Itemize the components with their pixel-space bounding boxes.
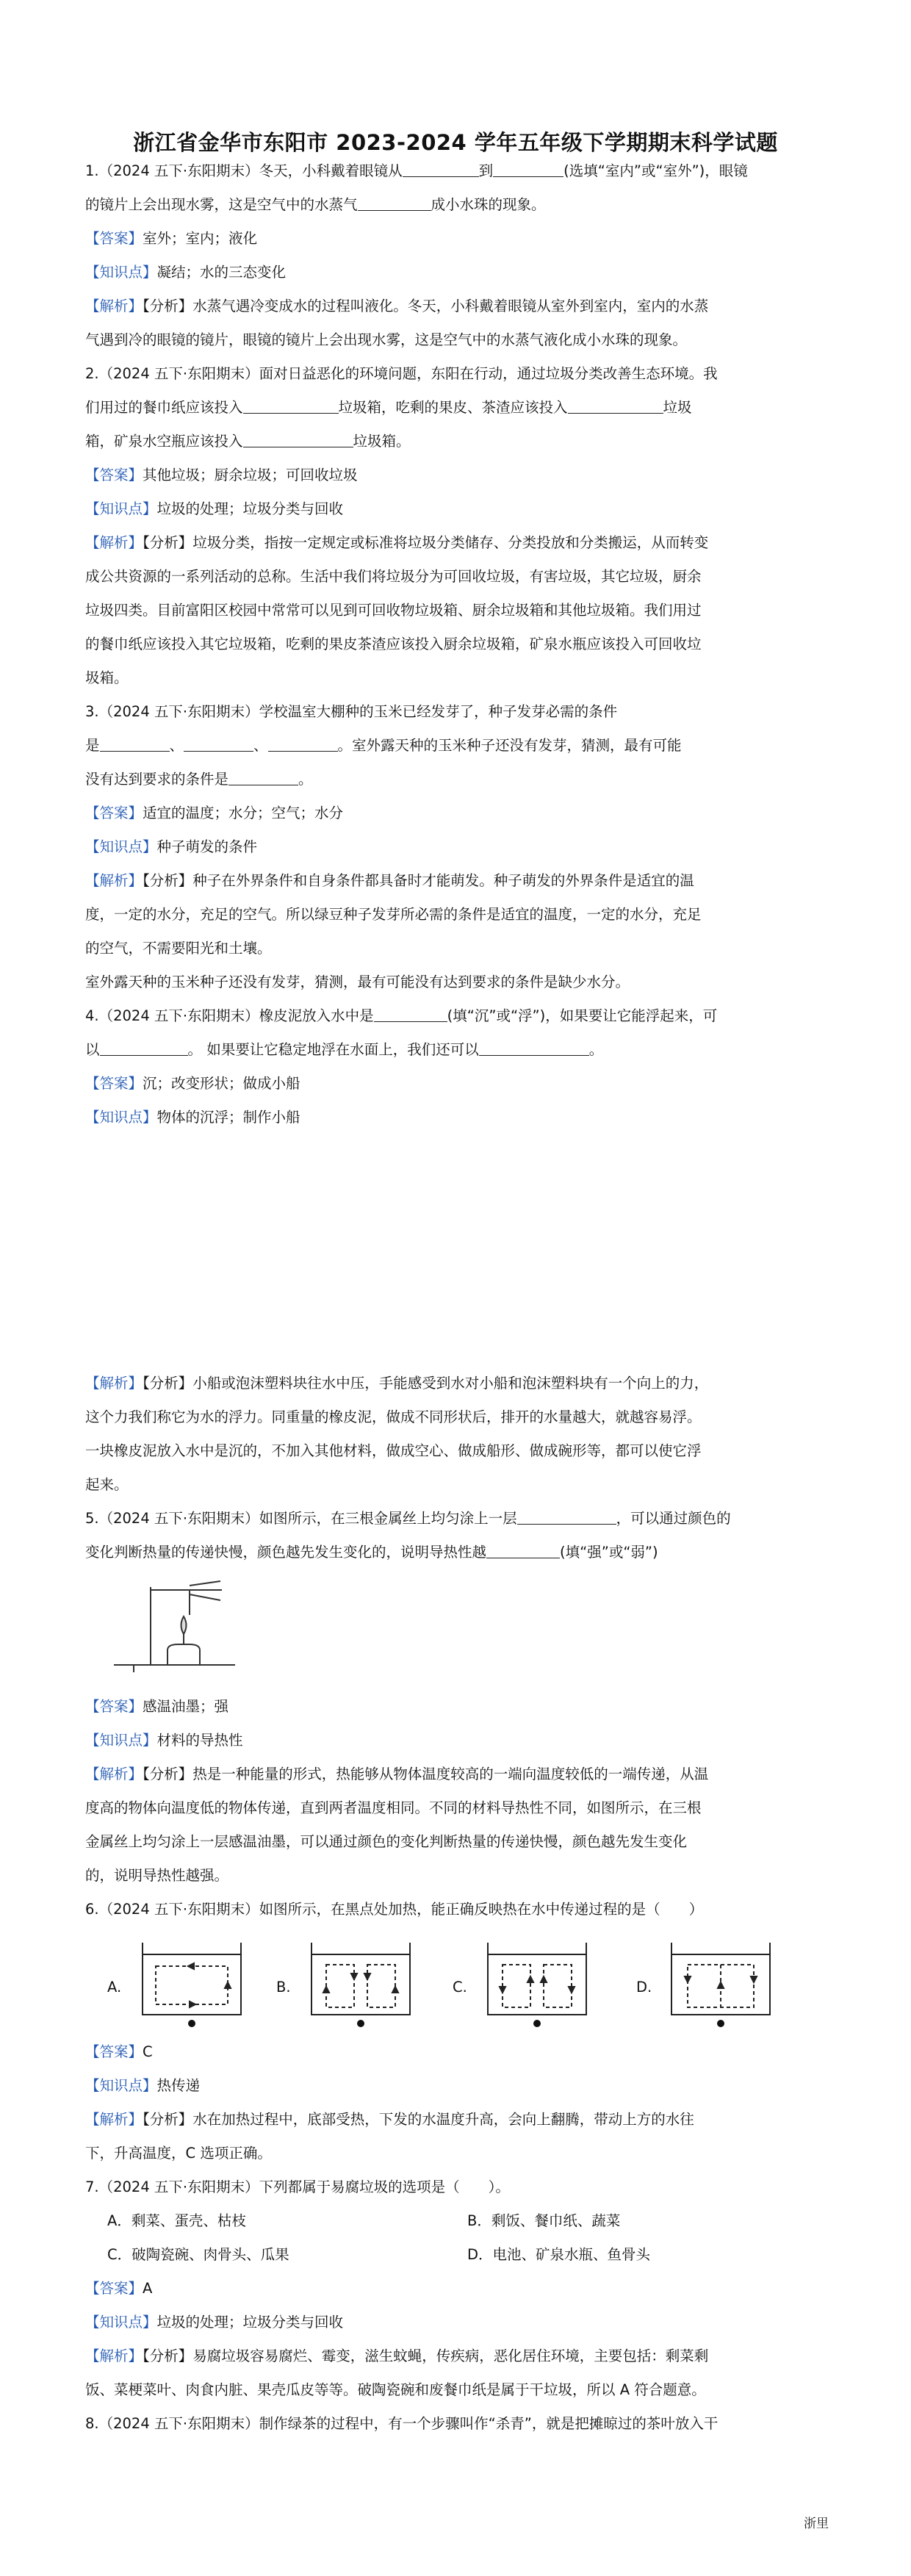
q6-analysis-2: 下，升高温度，C 选项正确。 bbox=[85, 2145, 272, 2162]
q4-line-2: 以 。 如果要让它稳定地浮在水面上，我们还可以 。 bbox=[85, 1041, 604, 1058]
q3-analysis-2: 度，一定的水分，充足的空气。所以绿豆种子发芽所必需的条件是适宜的温度，一定的水分，充足 bbox=[85, 906, 702, 923]
q3-line-2: 是 、 、 。室外露天种的玉米种子还没有发芽，猜测，最有可能 bbox=[85, 737, 682, 754]
flow-arrow bbox=[392, 1987, 398, 1993]
q3-knowledge: 【知识点】种子萌发的条件 bbox=[85, 838, 258, 855]
q4-knowledge: 【知识点】物体的沉浮；制作小船 bbox=[85, 1109, 300, 1126]
q3-analysis-4: 室外露天种的玉米种子还没有发芽，猜测，最有可能没有达到要求的条件是缺少水分。 bbox=[85, 974, 630, 990]
q6-answer: 【答案】C bbox=[85, 2043, 153, 2060]
blank bbox=[228, 770, 298, 785]
q2-line-3: 箱，矿泉水空瓶应该投入 垃圾箱。 bbox=[85, 433, 411, 450]
flow-arrow bbox=[751, 1976, 757, 1982]
flow-arrow bbox=[500, 1987, 505, 1993]
q7-option-d: D．电池、矿泉水瓶、鱼骨头 bbox=[467, 2246, 651, 2263]
q6-option-a-figure bbox=[137, 1938, 247, 2030]
q2-answer: 【答案】其他垃圾；厨余垃圾；可回收垃圾 bbox=[85, 467, 358, 483]
q2-line-2: 们用过的餐巾纸应该投入 垃圾箱，吃剩的果皮、茶渣应该投入 垃圾 bbox=[85, 399, 692, 416]
q7-line-1: 7.（2024 五下·东阳期末）下列都属于易腐垃圾的选项是（ ）。 bbox=[85, 2179, 510, 2195]
blank bbox=[100, 736, 170, 752]
q6-option-a-label: A. bbox=[107, 1979, 122, 1996]
blank bbox=[243, 398, 339, 414]
q4-analysis-1: 【解析】【分析】小船或泡沫塑料块往水中压，手能感受到水对小船和泡沫塑料块有一个向上的力， bbox=[85, 1375, 709, 1392]
flow-arrow bbox=[225, 1982, 231, 1988]
q2-analysis-5: 圾箱。 bbox=[85, 669, 129, 686]
q4-analysis-3: 一块橡皮泥放入水中是沉的，不加入其他材料，做成空心、做成船形、做成碗形等，都可以使它浮 bbox=[85, 1442, 702, 1459]
heat-point bbox=[357, 2020, 364, 2027]
q7-analysis-2: 饭、菜梗菜叶、肉食内脏、果壳瓜皮等等。破陶瓷碗和废餐巾纸是属于干垃圾，所以 A 符合题意。 bbox=[85, 2381, 706, 2398]
blank bbox=[517, 1509, 616, 1525]
q2-analysis-3: 垃圾四类。目前富阳区校园中常常可以见到可回收物垃圾箱、厨余垃圾箱和其他垃圾箱。我们用过 bbox=[85, 602, 702, 619]
q6-option-b-label: B. bbox=[276, 1979, 291, 1996]
q4-analysis-4: 起来。 bbox=[85, 1476, 129, 1493]
q5-analysis-4: 的，说明导热性越强。 bbox=[85, 1867, 229, 1884]
flow-arrow bbox=[569, 1987, 575, 1993]
q3-analysis-3: 的空气，不需要阳光和土壤。 bbox=[85, 940, 272, 957]
flow-arrow bbox=[190, 2001, 195, 2007]
flow-arrow bbox=[541, 1976, 547, 1982]
flow-arrow bbox=[364, 1974, 370, 1979]
blank bbox=[374, 1007, 447, 1022]
q5-line-2: 变化判断热量的传递快慢，颜色越先发生变化的，说明导热性越 (填“强”或“弱”) bbox=[85, 1544, 658, 1561]
q2-line-1: 2.（2024 五下·东阳期末）面对日益恶化的环境问题，东阳在行动，通过垃圾分类改善生态环境。我 bbox=[85, 365, 718, 382]
q4-answer: 【答案】沉；改变形状；做成小船 bbox=[85, 1075, 300, 1092]
q5-analysis-3: 金属丝上均匀涂上一层感温油墨，可以通过颜色的变化判断热量的传递快慢，颜色越先发生变化 bbox=[85, 1833, 688, 1850]
q3-line-3: 没有达到要求的条件是 。 bbox=[85, 771, 313, 788]
heat-point bbox=[188, 2020, 195, 2027]
page-title: 浙江省金华市东阳市 2023-2024 学年五年级下学期期末科学试题 bbox=[133, 130, 778, 155]
q4-analysis-2: 这个力我们称它为水的浮力。同重量的橡皮泥，做成不同形状后，排开的水量越大，就越容易浮。 bbox=[85, 1408, 702, 1425]
convection-loop bbox=[156, 1966, 228, 2004]
q6-line-1: 6.（2024 五下·东阳期末）如图所示，在黑点处加热，能正确反映热在水中传递过程的是（ ） bbox=[85, 1901, 704, 1918]
blank bbox=[243, 432, 353, 447]
flow-arrow bbox=[351, 1974, 357, 1979]
q1-analysis-2: 气遇到冷的眼镜的镜片，眼镜的镜片上会出现水雾，这是空气中的水蒸气液化成小水珠的现象。 bbox=[85, 331, 688, 348]
flow-arrow bbox=[188, 1963, 194, 1969]
blank bbox=[568, 398, 663, 414]
q3-answer: 【答案】适宜的温度；水分；空气；水分 bbox=[85, 805, 344, 821]
flow-arrow bbox=[685, 1976, 691, 1982]
q6-analysis-1: 【解析】【分析】水在加热过程中，底部受热，下发的水温度升高，会向上翻腾，带动上方的水往 bbox=[85, 2111, 694, 2128]
blank bbox=[358, 195, 431, 211]
q5-analysis-2: 度高的物体向温度低的物体传递，直到两者温度相同。不同的材料导热性不同，如图所示，在三根 bbox=[85, 1799, 702, 1816]
convection-loop bbox=[367, 1965, 395, 2007]
q5-analysis-1: 【解析】【分析】热是一种能量的形式，热能够从物体温度较高的一端向温度较低的一端传递，从温 bbox=[85, 1766, 709, 1782]
q6-option-c-figure bbox=[482, 1938, 592, 2030]
blank bbox=[486, 1543, 560, 1558]
convection-loop bbox=[503, 1965, 530, 2007]
flame bbox=[181, 1616, 187, 1634]
convection-loop bbox=[326, 1965, 354, 2007]
q7-option-b: B．剩饭、餐巾纸、蔬菜 bbox=[467, 2212, 621, 2229]
q2-analysis-4: 的餐巾纸应该投入其它垃圾箱，吃剩的果皮茶渣应该投入厨余垃圾箱，矿泉水瓶应该投入可回收垃 bbox=[85, 636, 702, 652]
page-footer: 浙里 bbox=[804, 2516, 829, 2531]
blank bbox=[403, 162, 479, 177]
q7-option-a: A．剩菜、蛋壳、枯枝 bbox=[107, 2212, 246, 2229]
heat-point bbox=[717, 2020, 724, 2027]
convection-loop bbox=[544, 1965, 572, 2007]
q1-line-1: 1.（2024 五下·东阳期末）冬天，小科戴着眼镜从 到 (选填“室内”或“室外”)，眼镜 bbox=[85, 162, 748, 179]
q7-answer: 【答案】A bbox=[85, 2280, 153, 2297]
flow-arrow bbox=[527, 1976, 533, 1982]
blank bbox=[268, 736, 338, 752]
q1-line-2: 的镜片上会出现水雾，这是空气中的水蒸气 成小水珠的现象。 bbox=[85, 196, 546, 213]
blank bbox=[100, 1040, 188, 1056]
q6-option-b-figure bbox=[306, 1938, 416, 2030]
q5-knowledge: 【知识点】材料的导热性 bbox=[85, 1732, 243, 1749]
q2-analysis-1: 【解析】【分析】垃圾分类，指按一定规定或标准将垃圾分类储存、分类投放和分类搬运，从而转变 bbox=[85, 534, 709, 551]
q1-knowledge: 【知识点】凝结；水的三态变化 bbox=[85, 264, 287, 281]
metal-wire-3 bbox=[190, 1594, 220, 1600]
blank bbox=[184, 736, 253, 752]
q2-analysis-2: 成公共资源的一系列活动的总称。生活中我们将垃圾分为可回收垃圾，有害垃圾，其它垃圾，厨余 bbox=[85, 568, 702, 585]
q3-line-1: 3.（2024 五下·东阳期末）学校温室大棚种的玉米已经发芽了，种子发芽必需的条件 bbox=[85, 703, 618, 720]
blank bbox=[493, 162, 563, 177]
q6-option-c-label: C. bbox=[453, 1979, 467, 1996]
q8-line-1: 8.（2024 五下·东阳期末）制作绿茶的过程中，有一个步骤叫作“杀青”，就是把摊晾过的茶叶放入干 bbox=[85, 2415, 719, 2432]
q2-knowledge: 【知识点】垃圾的处理；垃圾分类与回收 bbox=[85, 500, 344, 517]
q5-answer: 【答案】感温油墨；强 bbox=[85, 1698, 229, 1715]
q3-analysis-1: 【解析】【分析】种子在外界条件和自身条件都具备时才能萌发。种子萌发的外界条件是适宜的温 bbox=[85, 872, 694, 889]
flow-arrow bbox=[718, 1982, 724, 1988]
q6-knowledge: 【知识点】热传递 bbox=[85, 2077, 201, 2094]
alcohol-lamp bbox=[168, 1644, 200, 1665]
metal-wire-1 bbox=[190, 1581, 220, 1586]
q7-analysis-1: 【解析】【分析】易腐垃圾容易腐烂、霉变，滋生蚊蝇，传疾病，恶化居住环境，主要包括：剩菜剩 bbox=[85, 2347, 709, 2364]
q4-line-1: 4.（2024 五下·东阳期末）橡皮泥放入水中是 (填“沉”或“浮”)，如果要让它能浮起来，可 bbox=[85, 1007, 718, 1024]
blank bbox=[479, 1040, 589, 1056]
q1-analysis-1: 【解析】【分析】水蒸气遇冷变成水的过程叫液化。冬天，小科戴着眼镜从室外到室内，室内的水蒸 bbox=[85, 298, 709, 314]
q7-option-c: C．破陶瓷碗、肉骨头、瓜果 bbox=[107, 2246, 289, 2263]
heat-conduction-figure bbox=[110, 1578, 239, 1681]
q7-knowledge: 【知识点】垃圾的处理；垃圾分类与回收 bbox=[85, 2314, 344, 2331]
q5-line-1: 5.（2024 五下·东阳期末）如图所示，在三根金属丝上均匀涂上一层 ，可以通过颜色的 bbox=[85, 1510, 731, 1527]
heat-point bbox=[533, 2020, 541, 2027]
flow-arrow bbox=[323, 1987, 329, 1993]
q1-answer: 【答案】室外；室内；液化 bbox=[85, 230, 258, 247]
q6-option-d-label: D. bbox=[636, 1979, 652, 1996]
q6-option-d-figure bbox=[666, 1938, 776, 2030]
